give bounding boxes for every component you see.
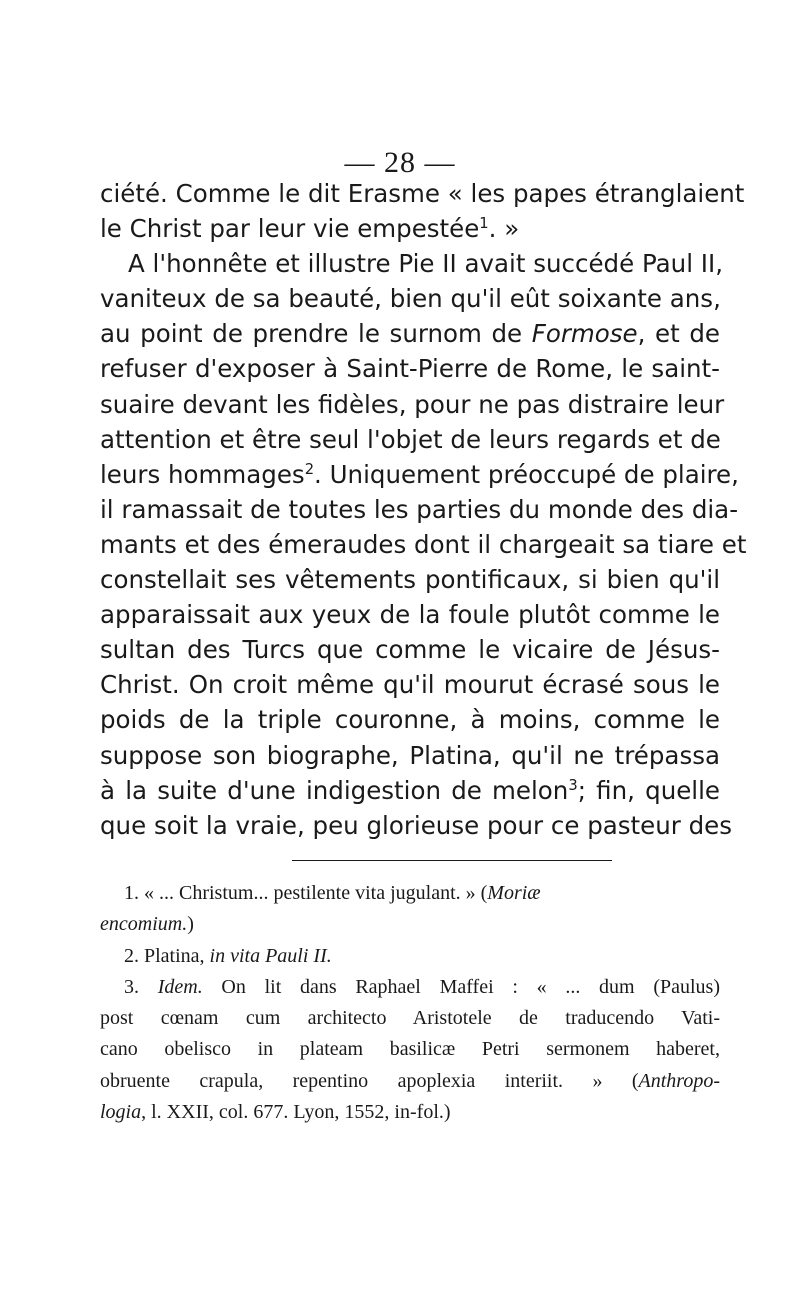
text-run: leurs hommages: [100, 459, 305, 489]
footnote-3-cont: [100, 1066, 720, 1097]
footnote-3-cont: post cœnam cum architecto Aristotele de traducendo Vati-: [100, 1007, 720, 1030]
body-line: vaniteux de sa beauté, bien qu'il eût soixante ans,: [100, 284, 721, 314]
text-run: . Uniquement préoccupé de plaire,: [314, 459, 739, 489]
body-line: Christ. On croit même qu'il mourut écrasé sous le: [100, 670, 720, 700]
footnote-1: [100, 878, 720, 909]
text-run: 2. Platina,: [124, 944, 210, 967]
italic-run: Moriæ: [487, 882, 541, 904]
body-line: suaire devant les fidèles, pour ne pas distraire leur: [100, 389, 725, 419]
text-run: le Christ par leur vie empestée: [100, 214, 480, 244]
body-line: [100, 457, 739, 492]
footnote-ref: 1: [479, 215, 489, 233]
body-line: suppose son biographe, Platina, qu'il ne trépassa: [100, 740, 720, 770]
text-run: , et de: [637, 319, 720, 349]
footnotes: [100, 878, 720, 1128]
text-run: 3.: [124, 975, 158, 998]
footnote-3: [100, 972, 720, 1003]
body-line: poids de la triple couronne, à moins, comme le: [100, 705, 720, 735]
footnote-ref: 3: [568, 776, 578, 794]
text-run: ; fin, quelle: [577, 775, 720, 805]
body-line: attention et être seul l'objet de leurs regards et de: [100, 424, 721, 454]
footnote-3-cont: [100, 1097, 720, 1128]
body-line: refuser d'exposer à Saint-Pierre de Rome, le saint-: [100, 354, 720, 384]
text-run: obruente crapula, repentino apoplexia interiit. » (: [100, 1069, 639, 1092]
footnote-2: [100, 941, 720, 972]
italic-run: in vita Pauli II.: [209, 944, 332, 967]
body-line: constellait ses vêtements pontificaux, si bien qu'il: [100, 565, 720, 595]
body-text: [100, 176, 747, 843]
italic-run: Idem.: [157, 975, 203, 998]
body-line: apparaissait aux yeux de la foule plutôt comme le: [100, 600, 720, 630]
body-line: [100, 211, 720, 246]
italic-run: logia: [100, 1101, 142, 1124]
page-number: — 28 —: [344, 146, 456, 179]
body-line: que soit la vraie, peu glorieuse pour ce pasteur des: [100, 810, 732, 840]
body-line: cіété. Comme le dit Erasme « les papes étranglaient: [100, 179, 745, 208]
body-line: [100, 773, 720, 808]
footnote-3-cont: cano obelisco in plateam basilicæ Petri sermonem haberet,: [100, 1038, 720, 1061]
body-line: mants et des émeraudes dont il chargeait sa tiare et: [100, 529, 747, 559]
body-line: sultan des Turcs que comme le vicaire de Jésus-: [100, 635, 720, 665]
text-run: On lit dans Raphael Maffei : « ... dum (Paulus): [202, 975, 720, 998]
italic-run: encomium.: [100, 913, 188, 936]
text-run: ): [187, 913, 194, 936]
italic-run: Formose: [531, 319, 638, 349]
body-line: A l'honnête et illustre Pie II avait succédé Paul II,: [128, 249, 724, 279]
body-line: il ramassait de toutes les parties du monde des dia-: [100, 494, 739, 524]
body-line: [100, 316, 720, 351]
text-run: . »: [488, 214, 520, 244]
text-run: , l. XXII, col. 677. Lyon, 1552, in-fol.): [141, 1101, 451, 1124]
text-run: 1. « ... Christum... pestilente vita jugulant. » (: [124, 882, 488, 904]
footnote-1-cont: [100, 909, 720, 940]
text-run: à la suite d'une indigestion de melon: [100, 775, 569, 805]
italic-run: Anthropo-: [638, 1069, 720, 1092]
footnote-separator: [292, 860, 612, 861]
footnote-ref: 2: [304, 460, 315, 478]
text-run: au point de prendre le surnom de: [100, 319, 532, 349]
